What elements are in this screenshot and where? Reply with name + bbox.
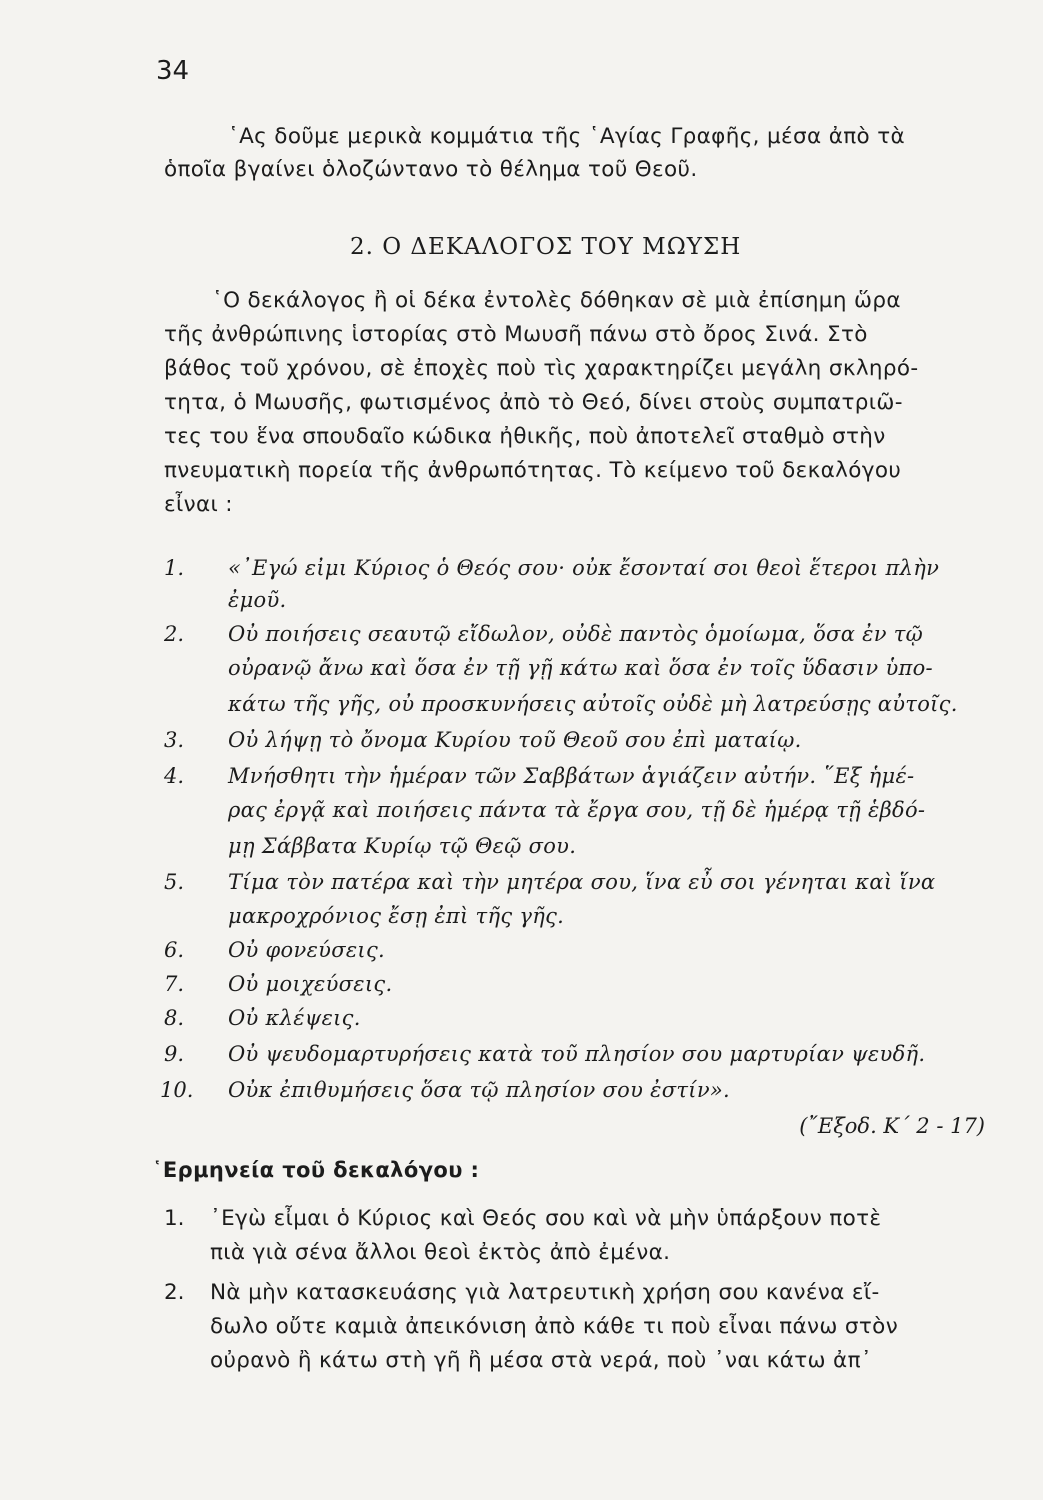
commandment-number: 2. bbox=[164, 622, 185, 646]
paragraph-line: τες του ἕνα σπουδαῖο κώδικα ἠθικῆς, ποὺ ἀποτελεῖ σταθμὸ στὴν bbox=[164, 424, 886, 449]
commandment-line: μῃ Σάββατα Κυρίῳ τῷ Θεῷ σου. bbox=[228, 834, 577, 858]
commandment-line: Τίμα τὸν πατέρα καὶ τὴν μητέρα σου, ἵνα εὖ σοι γένηται καὶ ἵνα bbox=[228, 870, 936, 894]
interpretation-number: 1. bbox=[164, 1206, 185, 1231]
page-number: 34 bbox=[156, 56, 190, 86]
paragraph-line: εἶναι : bbox=[164, 492, 233, 517]
commandment-number: 7. bbox=[164, 972, 185, 996]
interpretation-line: πιὰ γιὰ σένα ἄλλοι θεοὶ ἐκτὸς ἀπὸ ἐμένα. bbox=[210, 1240, 671, 1265]
intro-line: ὁποῖα βγαίνει ὁλοζώντανο τὸ θέλημα τοῦ Θεοῦ. bbox=[164, 157, 698, 182]
citation: (῎Εξοδ. Κ΄ 2 - 17) bbox=[799, 1114, 985, 1138]
commandment-number: 9. bbox=[164, 1042, 185, 1066]
paragraph-line: πνευματικὴ πορεία τῆς ἀνθρωπότητας. Τὸ κείμενο τοῦ δεκαλόγου bbox=[164, 458, 902, 483]
intro-line: ῾Ας δοῦμε μερικὰ κομμάτια τῆς ῾Αγίας Γραφῆς, μέσα ἀπὸ τὰ bbox=[228, 124, 906, 149]
commandment-line: «᾿Εγώ εἰμι Κύριος ὁ Θεός σου· οὐκ ἔσονταί σοι θεοὶ ἕτεροι πλὴν bbox=[228, 556, 940, 580]
commandment-line: Οὐ ψευδομαρτυρήσεις κατὰ τοῦ πλησίον σου μαρτυρίαν ψευδῆ. bbox=[228, 1042, 926, 1066]
commandment-line: Οὐ λήψῃ τὸ ὄνομα Κυρίου τοῦ Θεοῦ σου ἐπὶ ματαίῳ. bbox=[228, 728, 802, 752]
commandment-line: ἐμοῦ. bbox=[228, 588, 287, 612]
commandment-number: 3. bbox=[164, 728, 185, 752]
paragraph-line: τητα, ὁ Μωυσῆς, φωτισμένος ἀπὸ τὸ Θεό, δίνει στοὺς συμπατριῶ- bbox=[164, 390, 903, 415]
commandment-line: Οὐ μοιχεύσεις. bbox=[228, 972, 393, 996]
commandment-number: 6. bbox=[164, 938, 185, 962]
section-heading: 2. Ο ΔΕΚΑΛΟΓΟΣ ΤΟΥ ΜΩΥΣΗ bbox=[350, 234, 742, 260]
paragraph-line: ῾Ο δεκάλογος ἢ οἱ δέκα ἐντολὲς δόθηκαν σὲ μιὰ ἐπίσημη ὥρα bbox=[212, 288, 901, 313]
commandment-number: 1. bbox=[164, 556, 185, 580]
commandment-line: Μνήσθητι τὴν ἡμέραν τῶν Σαββάτων ἁγιάζειν αὐτήν. ῞Εξ ἡμέ- bbox=[228, 764, 915, 788]
interpretation-heading: ῾Ερμηνεία τοῦ δεκαλόγου : bbox=[152, 1158, 480, 1182]
commandment-line: μακροχρόνιος ἔσῃ ἐπὶ τῆς γῆς. bbox=[228, 904, 565, 928]
commandment-line: ρας ἐργᾷ καὶ ποιήσεις πάντα τὰ ἔργα σου, τῇ δὲ ἡμέρᾳ τῇ ἑβδό- bbox=[228, 798, 926, 822]
commandment-line: κάτω τῆς γῆς, οὐ προσκυνήσεις αὐτοῖς οὐδὲ μὴ λατρεύσῃς αὐτοῖς. bbox=[228, 692, 958, 716]
paragraph-line: τῆς ἀνθρώπινης ἱστορίας στὸ Μωυσῆ πάνω στὸ ὄρος Σινά. Στὸ bbox=[164, 322, 868, 347]
commandment-line: Οὐ κλέψεις. bbox=[228, 1006, 361, 1030]
interpretation-line: Νὰ μὴν κατασκευάσης γιὰ λατρευτικὴ χρήση σου κανένα εἴ- bbox=[210, 1280, 880, 1305]
commandment-number: 5. bbox=[164, 870, 185, 894]
commandment-number: 4. bbox=[164, 764, 185, 788]
interpretation-line: οὐρανὸ ἢ κάτω στὴ γῆ ἢ μέσα στὰ νερά, ποὺ ᾿ναι κάτω ἀπ᾿ bbox=[210, 1348, 872, 1373]
paragraph-line: βάθος τοῦ χρόνου, σὲ ἐποχὲς ποὺ τὶς χαρακτηρίζει μεγάλη σκληρό- bbox=[164, 356, 919, 381]
commandment-line: Οὐ ποιήσεις σεαυτῷ εἴδωλον, οὐδὲ παντὸς ὁμοίωμα, ὅσα ἐν τῷ bbox=[228, 622, 924, 646]
interpretation-number: 2. bbox=[164, 1280, 185, 1305]
commandment-number: 10. bbox=[160, 1078, 194, 1102]
interpretation-line: ᾿Εγὼ εἶμαι ὁ Κύριος καὶ Θεός σου καὶ νὰ μὴν ὑπάρξουν ποτὲ bbox=[210, 1206, 882, 1231]
commandment-line: Οὐκ ἐπιθυμήσεις ὅσα τῷ πλησίον σου ἐστίν». bbox=[228, 1078, 731, 1102]
interpretation-line: δωλο οὔτε καμιὰ ἀπεικόνιση ἀπὸ κάθε τι ποὺ εἶναι πάνω στὸν bbox=[210, 1314, 899, 1339]
commandment-number: 8. bbox=[164, 1006, 185, 1030]
commandment-line: οὐρανῷ ἄνω καὶ ὅσα ἐν τῇ γῇ κάτω καὶ ὅσα ἐν τοῖς ὕδασιν ὑπο- bbox=[228, 656, 933, 680]
commandment-line: Οὐ φονεύσεις. bbox=[228, 938, 385, 962]
